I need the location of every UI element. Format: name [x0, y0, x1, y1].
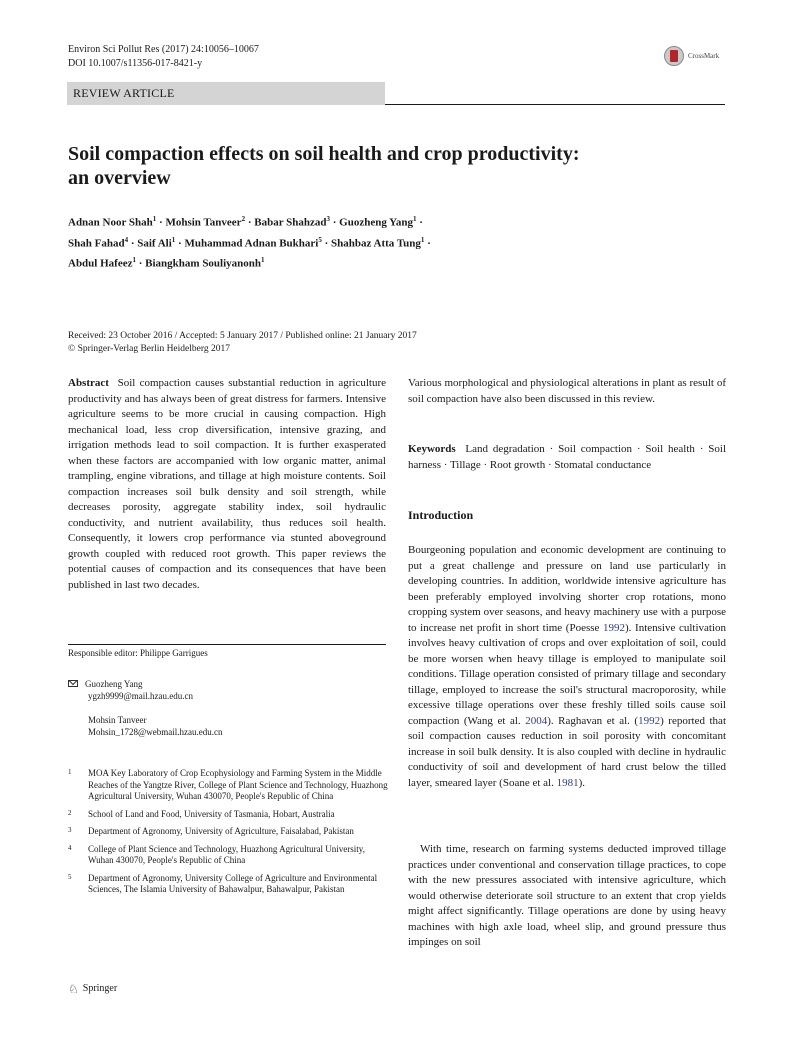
contact-name: Guozheng Yang: [85, 679, 143, 689]
page-footer: [68, 982, 117, 996]
article-title: Soil compaction effects on soil health and crop productivity: an overview: [68, 143, 580, 189]
affiliation-text: MOA Key Laboratory of Crop Ecophysiology and Farming System in the Middle Reaches of the Yangtze River, College of Plant Science and Technology, Huazhong Agricultural University, Wuhan 430070, People's Republic of China: [88, 768, 388, 801]
author-affiliation-ref: 2: [241, 215, 246, 223]
contact-entry: [68, 678, 223, 690]
author-affiliation-ref: 1: [171, 235, 176, 244]
author-name[interactable]: Mohsin Tanveer: [165, 216, 242, 229]
history-dates: Received: 23 October 2016 / Accepted: 5 January 2017 / Published online: 21 January 2017: [68, 331, 417, 341]
affiliation-item: [68, 844, 388, 867]
doi-link[interactable]: DOI 10.1007/s11356-017-8421-y: [68, 58, 203, 69]
keywords: [408, 442, 726, 473]
affiliation-number: 3: [68, 826, 72, 834]
author-name[interactable]: Guozheng Yang: [339, 216, 414, 229]
author-name[interactable]: Saif Ali: [137, 237, 172, 250]
affiliation-item: [68, 768, 388, 803]
affiliation-number: 2: [68, 808, 72, 817]
copyright-line: © Springer-Verlag Berlin Heidelberg 2017: [68, 344, 230, 354]
journal-header: [68, 43, 259, 71]
springer-logo-icon: ♘: [68, 982, 79, 996]
crossmark-label: CrossMark: [688, 52, 720, 60]
article-type-band: REVIEW ARTICLE: [67, 82, 385, 105]
paragraph-text: ).: [578, 776, 586, 789]
crossmark-badge[interactable]: [664, 45, 734, 67]
paragraph-text: ). Raghavan et al. (: [547, 714, 639, 727]
publication-dates: [68, 330, 417, 356]
corresponding-authors: [68, 678, 223, 738]
contact-email[interactable]: ygzh9999@mail.hzau.edu.cn: [88, 691, 194, 701]
introduction-paragraph: [408, 543, 726, 791]
affiliation-number: 4: [68, 843, 72, 852]
crossmark-icon: [664, 46, 684, 66]
introduction-paragraph: With time, research on farming systems deducted improved tillage practices under conventional and conservation tillage practices, to cope with the new pressures associated with intensive agriculture, which would otherwise deteriorate soil structure to an extent that crop yields might affect significantly. Tillage operations are done by using heavy machines with high axle load, wheel slip, and ground pressure thus impinges on soil: [408, 843, 726, 948]
affiliation-item: [68, 873, 388, 896]
author-name[interactable]: Babar Shahzad: [254, 216, 327, 229]
affiliation-number: 5: [68, 872, 72, 881]
author-affiliation-ref: 1: [132, 256, 136, 265]
contact-name: Mohsin Tanveer: [88, 715, 147, 725]
affiliation-item: [68, 809, 388, 821]
author-name[interactable]: Muhammad Adnan Bukhari: [184, 237, 319, 250]
author-affiliation-ref: 4: [124, 235, 129, 244]
paragraph-text: ) reported that soil compaction causes reduction in soil porosity with concomitant increase in soil bulk density. It is also coupled with decline in hydraulic conductivity of soil and development of hard crust below the tilled layer, smeared layer (Soane et al.: [408, 714, 726, 789]
author-name[interactable]: Shah Fahad: [68, 237, 125, 250]
author-name[interactable]: Biangkham Souliyanonh: [145, 257, 262, 270]
citation-link[interactable]: 1981: [556, 776, 579, 789]
paragraph-text: Bourgeoning population and economic development are continuing to put a great challenge and pressure on land use particularly in developing countries. In addition, worldwide intensive agriculture has been preferably employed involving shorter crop rotations, mono cropping system over seasons, and heavy machinery use with a purpose to increase net profit in short time (Poesse: [408, 544, 726, 634]
abstract: [68, 376, 386, 593]
footnote-rule: [68, 644, 386, 645]
abstract-text: Soil compaction causes substantial reduction in agriculture productivity and has always been of great distress for farmers. Intensive agriculture seems to be more crucial in causing compaction. High mechanical load, less crop diversification, intensive grazing, and irrigation methods lead to soil compaction. It is further exasperated when these factors are accompanied with low organic matter, animal trampling, engine vibrations, and tillage at high moisture contents. Soil compaction increases soil bulk density and soil strength, while decreases porosity, aggregate stability index, soil hydraulic conductivity, and nutrient availability, thus reduces soil health. Consequently, it lowers crop performance via stunted aboveground growth coupled with reduced root growth. This paper reviews the potential causes of compaction and its consequences that have been published in last two decades.: [68, 377, 387, 591]
author-affiliation-ref: 1: [420, 235, 425, 244]
citation-link[interactable]: 2004: [525, 714, 548, 727]
author-affiliation-ref: 3: [326, 215, 330, 223]
journal-citation: Environ Sci Pollut Res (2017) 24:10056–10067: [68, 44, 259, 55]
abstract-continued: Various morphological and physiological alterations in plant as result of soil compaction have also been discussed in this review.: [408, 377, 726, 405]
author-list: Adnan Noor Shah$^1$ · Mohsin Tanveer$^2$ · Babar Shahzad$^3$ · Guozheng Yang$^1$ · Shah Fahad$^4$ · Saif Ali$^1$ · Muhammad Adnan Bukhari$^5$ · Shahbaz Atta Tung$^1$ · Abdul Hafeez$^1$ · Biangkham Souliyanonh$^1$: [68, 215, 431, 270]
section-heading-introduction: Introduction: [408, 508, 474, 522]
author-affiliation-ref: 1: [152, 215, 157, 223]
abstract-label: Abstract: [68, 377, 109, 389]
affiliation-number: 1: [68, 768, 72, 776]
affiliation-text: Department of Agronomy, University of Agriculture, Faisalabad, Pakistan: [88, 826, 354, 836]
author-name[interactable]: Abdul Hafeez: [68, 257, 133, 270]
author-name[interactable]: Shahbaz Atta Tung: [331, 237, 421, 250]
envelope-icon: [68, 680, 78, 687]
author-affiliation-ref: 1: [261, 256, 265, 265]
affiliations-list: [68, 768, 388, 902]
author-name[interactable]: Adnan Noor Shah: [68, 216, 153, 229]
responsible-editor: Responsible editor: Philippe Garrigues: [68, 648, 208, 658]
affiliation-text: School of Land and Food, University of Tasmania, Hobart, Australia: [88, 808, 335, 819]
contact-email[interactable]: Mohsin_1728@webmail.hzau.edu.cn: [88, 727, 223, 737]
affiliation-text: Department of Agronomy, University College of Agriculture and Environmental Sciences, The Islamia University of Bahawalpur, Bahawalpur, Pakistan: [88, 872, 378, 894]
publisher-name: Springer: [82, 983, 118, 994]
author-affiliation-ref: 5: [318, 235, 322, 244]
keywords-label: Keywords: [408, 443, 456, 455]
header-rule: [385, 104, 725, 105]
affiliation-text: College of Plant Science and Technology, Huazhong Agricultural University, Wuhan 430070, People's Republic of China: [88, 843, 365, 865]
citation-link[interactable]: 1992: [638, 714, 661, 727]
citation-link[interactable]: 1992: [603, 621, 626, 634]
affiliation-item: [68, 826, 388, 838]
author-affiliation-ref: 1: [413, 215, 417, 223]
paragraph-text: ). Intensive cultivation involves heavy cultivation of crops and over exploitation of soil, could be more worsen when heavy tillage is employed to manipulate soil conditions. Tillage operation consisted of primary tillage and secondary tillage, employed to increase the soil's structural macroporosity, while excessive tillage operations over these freshly tilled soils cause soil compaction (Wang et al.: [408, 621, 727, 727]
keywords-text: Land degradation · Soil compaction · Soil health · Soil harness · Tillage · Root growth · Stomatal conductance: [408, 443, 726, 471]
